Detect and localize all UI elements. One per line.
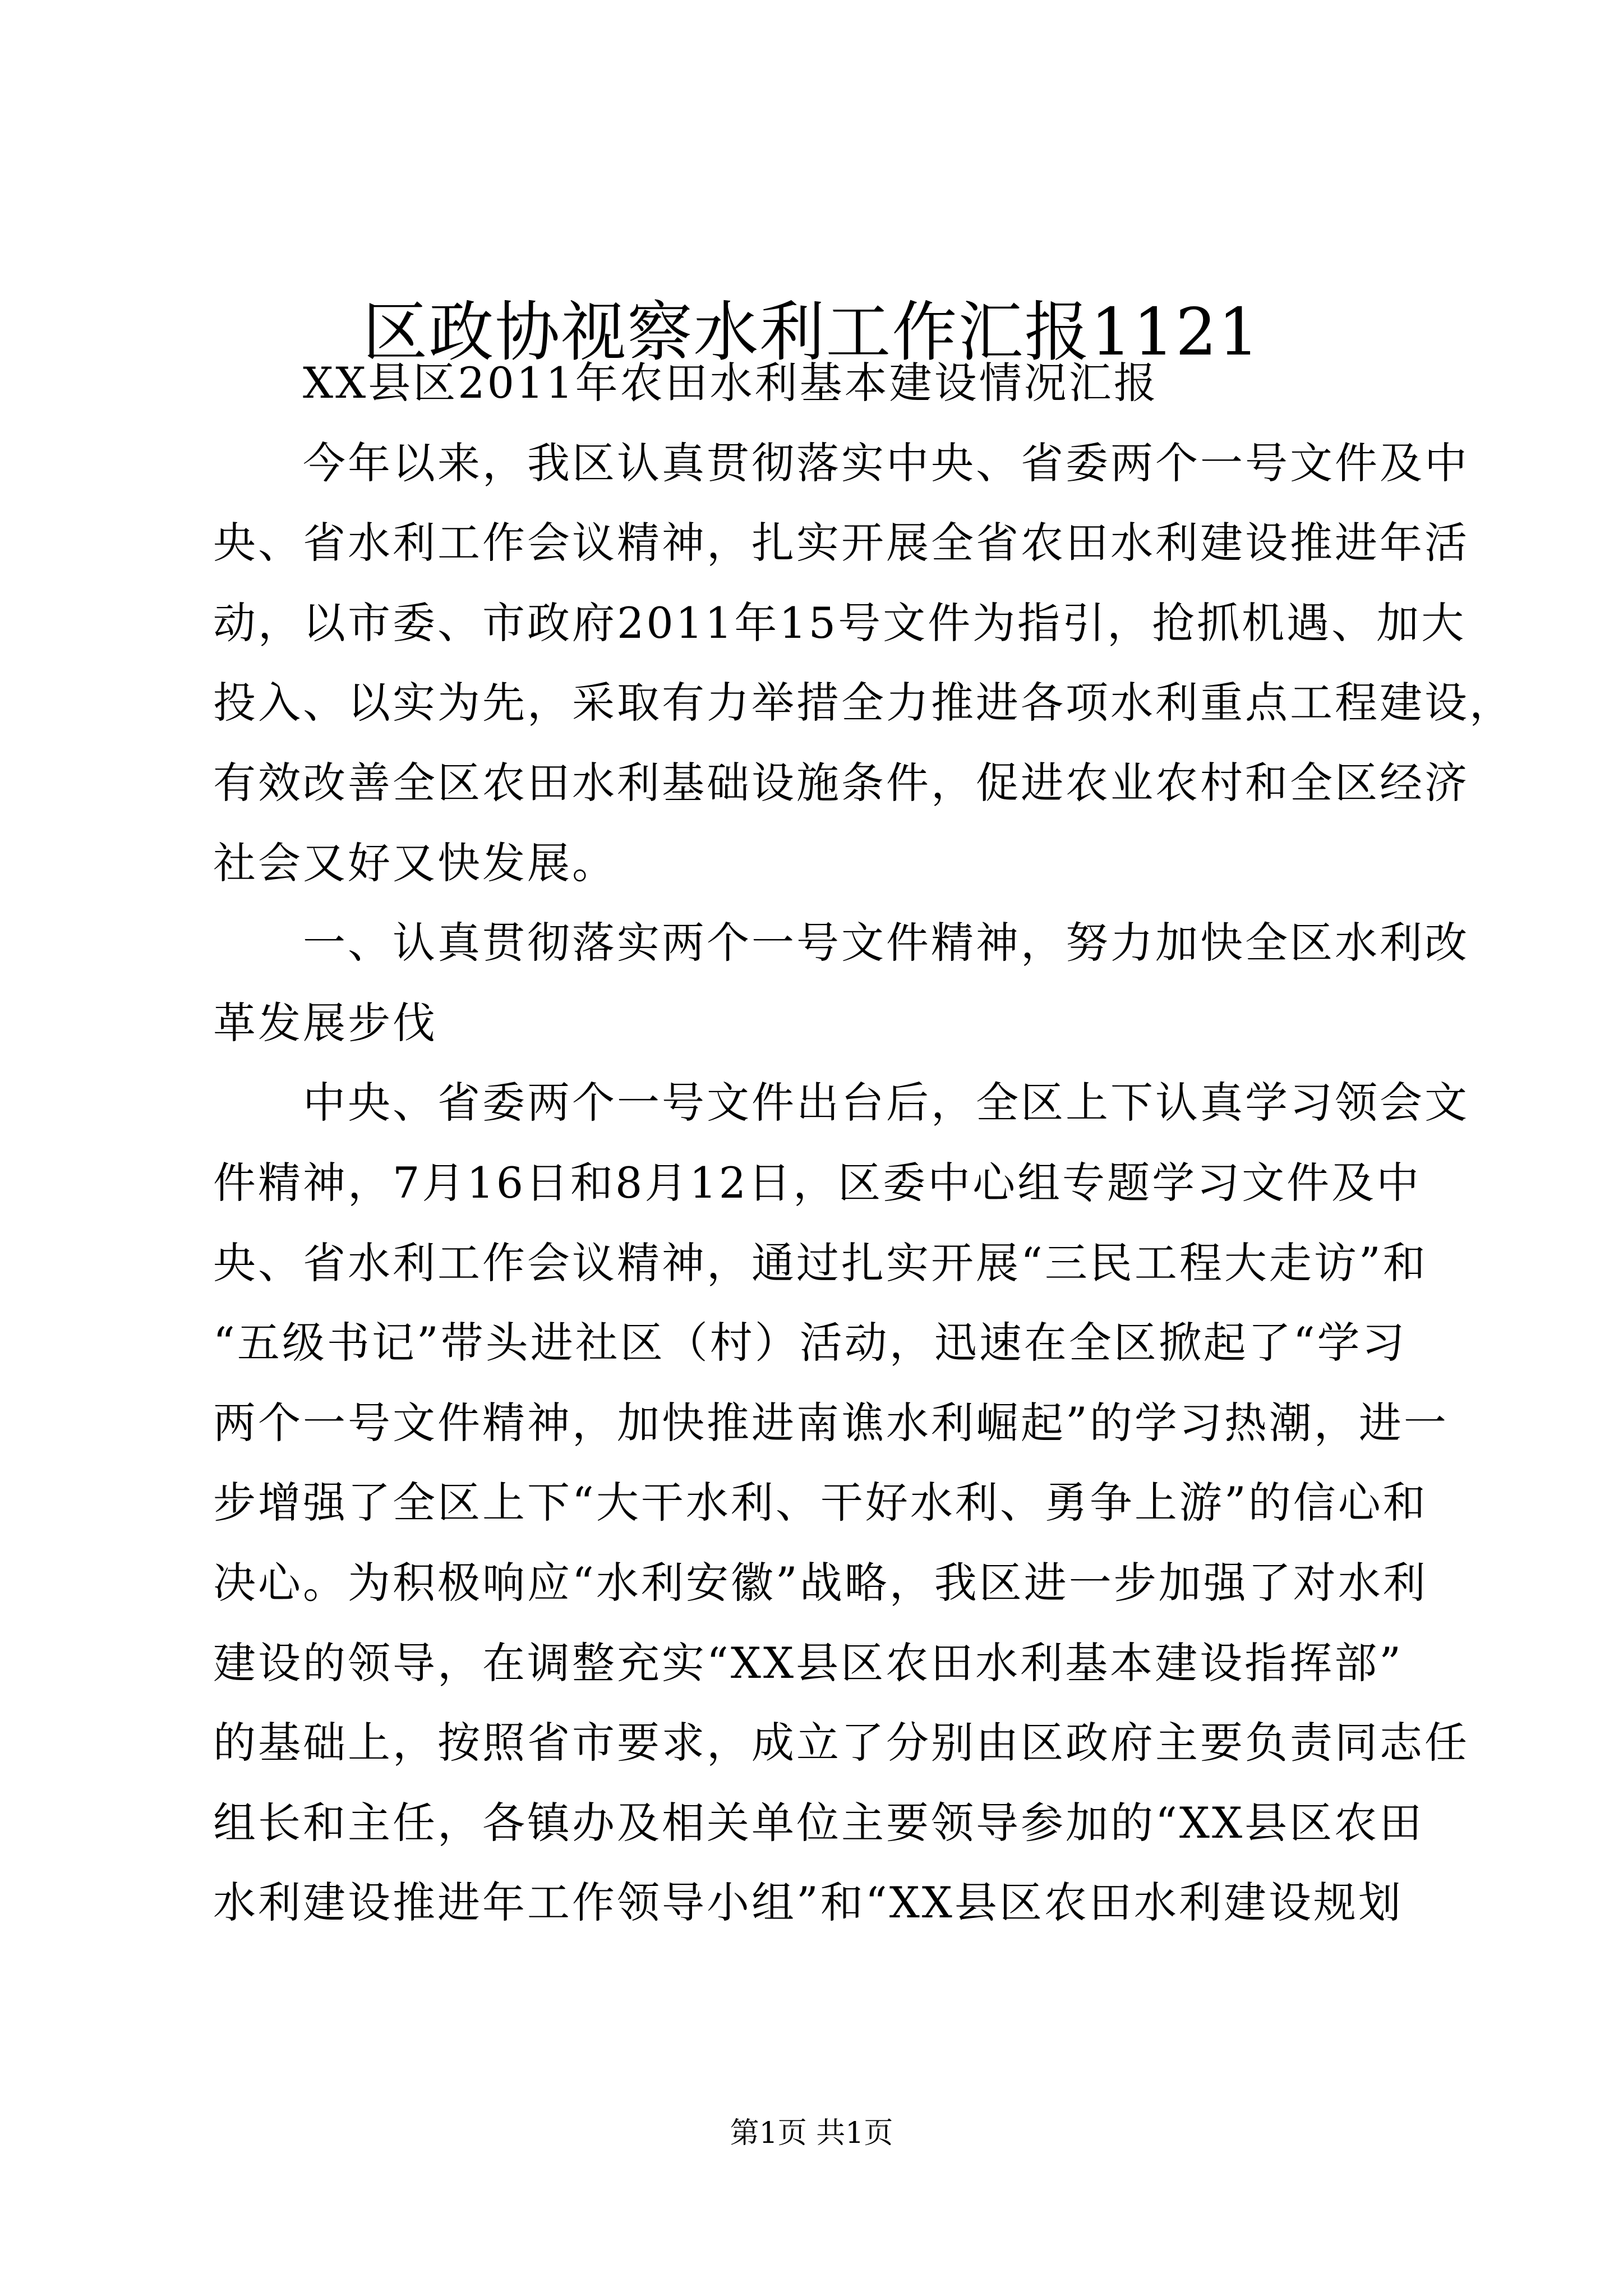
text-line: 两个一号文件精神，加快推进南谯水利崛起”的学习热潮，进一	[213, 1397, 1449, 1448]
text-line: “五级书记”带头进社区（村）活动，迅速在全区掀起了“学习	[213, 1318, 1407, 1368]
text-line: 投入、以实为先，采取有力举措全力推进各项水利重点工程建设，	[213, 678, 1514, 728]
text-line: 组长和主任，各镇办及相关单位主要领导参加的“XX县区农田	[213, 1797, 1424, 1848]
text-line: 央、省水利工作会议精神，扎实开展全省农田水利建设推进年活	[213, 518, 1469, 568]
text-line: 建设的领导，在调整充实“XX县区农田水利基本建设指挥部”	[213, 1637, 1403, 1688]
text-line: 一、认真贯彻落实两个一号文件精神，努力加快全区水利改	[303, 918, 1469, 968]
text-line: 动，以市委、市政府2011年15号文件为指引，抢抓机遇、加大	[213, 597, 1467, 648]
paragraph-section-1	[213, 1063, 1469, 1943]
paragraph-intro	[213, 424, 1514, 904]
text-line: 决心。为积极响应“水利安徽”战略，我区进一步加强了对水利	[213, 1557, 1428, 1608]
text-line: 中央、省委两个一号文件出台后，全区上下认真学习领会文	[303, 1078, 1469, 1128]
section-heading-1	[213, 903, 1469, 1063]
document-title: 区政协视察水利工作汇报1121	[362, 294, 1261, 370]
document-body	[213, 343, 1514, 1943]
subtitle-line: XX县区2011年农田水利基本建设情况汇报	[303, 358, 1159, 408]
text-line: 件精神，7月16日和8月12日，区委中心组专题学习文件及中	[213, 1157, 1422, 1208]
text-line: 央、省水利工作会议精神，通过扎实开展“三民工程大走访”和	[213, 1237, 1428, 1288]
text-line: 的基础上，按照省市要求，成立了分别由区政府主要负责同志任	[213, 1718, 1469, 1768]
text-line: 有效改善全区农田水利基础设施条件，促进农业农村和全区经济	[213, 757, 1469, 808]
text-line: 步增强了全区上下“大干水利、干好水利、勇争上游”的信心和	[213, 1478, 1428, 1528]
text-line: 今年以来，我区认真贯彻落实中央、省委两个一号文件及中	[303, 438, 1469, 488]
text-line: 水利建设推进年工作领导小组”和“XX县区农田水利建设规划	[213, 1878, 1403, 1928]
text-line: 革发展步伐	[213, 997, 437, 1048]
text-line: 社会又好又快发展。	[213, 838, 617, 888]
page-footer: 第1页 共1页	[730, 2116, 893, 2150]
